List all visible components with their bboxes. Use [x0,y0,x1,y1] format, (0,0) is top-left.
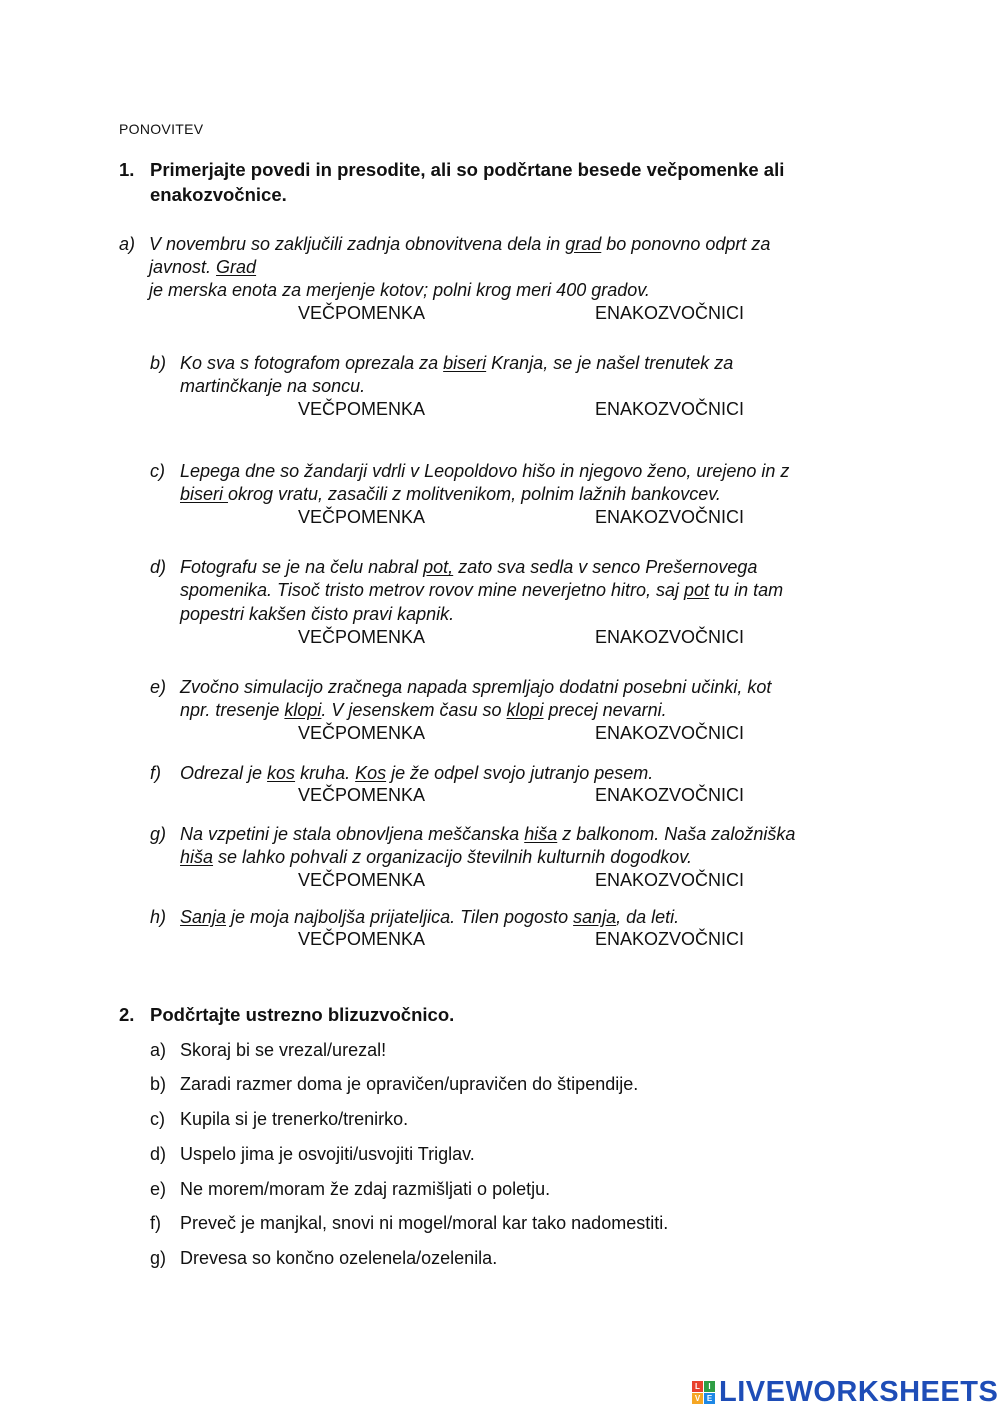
option-vecpomenka[interactable]: VEČPOMENKA [298,627,426,647]
option-enakozvocnici[interactable]: ENAKOZVOČNICI [595,723,745,743]
sentence-line: hiša se lahko pohvali z organizacijo številnih kulturnih dogodkov. [180,847,692,867]
item-text[interactable]: Zaradi razmer doma je opravičen/upravičen do štipendije. [180,1074,639,1094]
option-enakozvocnici[interactable]: ENAKOZVOČNICI [595,785,745,805]
worksheet-header: PONOVITEV [119,121,204,137]
item-label: g) [150,1248,167,1268]
underlined-word: Grad [216,257,257,277]
item-label: a) [150,1040,167,1060]
underlined-word: Sanja [180,907,227,927]
item-label: g) [150,824,167,844]
underlined-word: pot [684,580,710,600]
underlined-word: hiša [180,847,214,867]
sentence-line: Odrezal je kos kruha. Kos je že odpel svojo jutranjo pesem. [180,763,654,783]
item-label: e) [150,677,167,697]
option-vecpomenka[interactable]: VEČPOMENKA [298,723,426,743]
sentence-line: Lepega dne so žandarji vdrli v Leopoldovo hišo in njegovo ženo, urejeno in z [180,461,790,481]
logo-cell: I [704,1381,715,1392]
option-vecpomenka[interactable]: VEČPOMENKA [298,399,426,419]
question-title: Podčrtajte ustrezno blizuzvočnico. [150,1004,455,1025]
item-label: b) [150,1074,167,1094]
underlined-word: grad [565,234,602,254]
item-label: c) [150,461,165,481]
question-title: Primerjajte povedi in presodite, ali so podčrtane besede večpomenke ali [150,159,785,180]
underlined-word: biseri [180,484,229,504]
item-label: f) [150,1213,161,1233]
logo-cell: E [704,1393,715,1404]
sentence-line: npr. tresenje klopi. V jesenskem času so klopi precej nevarni. [180,700,667,720]
sentence-line: Na vzpetini je stala obnovljena meščanska hiša z balkonom. Naša založniška [180,824,796,844]
option-vecpomenka[interactable]: VEČPOMENKA [298,929,426,949]
sentence-line: Fotografu se je na čelu nabral pot, zato sva sedla v senco Prešernovega [180,557,758,577]
item-label: c) [150,1109,165,1129]
item-label: h) [150,907,167,927]
sentence-line: V novembru so zaključili zadnja obnovitvena dela in grad bo ponovno odprt za [149,234,771,254]
option-enakozvocnici[interactable]: ENAKOZVOČNICI [595,627,745,647]
underlined-word: sanja [573,907,617,927]
item-label: d) [150,1144,167,1164]
option-enakozvocnici[interactable]: ENAKOZVOČNICI [595,929,745,949]
sentence-line: Sanja je moja najboljša prijateljica. Tilen pogosto sanja, da leti. [180,907,680,927]
sentence-line: spomenika. Tisoč tristo metrov rovov mine neverjetno hitro, saj pot tu in tam [180,580,784,600]
sentence-line: Zvočno simulacijo zračnega napada spremljajo dodatni posebni učinki, kot [180,677,772,697]
item-label: d) [150,557,167,577]
underlined-word: klopi [284,700,322,720]
question-title-cont: enakozvočnice. [150,184,287,205]
underlined-word: pot, [423,557,454,577]
option-enakozvocnici[interactable]: ENAKOZVOČNICI [595,870,745,890]
sentence-line: Ko sva s fotografom oprezala za biseri Kranja, se je našel trenutek za [180,353,734,373]
liveworksheets-logo [692,1372,998,1412]
item-label: a) [119,234,136,254]
logo-cell: V [692,1393,703,1404]
item-label: f) [150,763,161,783]
sentence-line: je merska enota za merjenje kotov; polni krog meri 400 gradov. [149,280,650,300]
option-enakozvocnici[interactable]: ENAKOZVOČNICI [595,507,745,527]
item-label: e) [150,1179,167,1199]
option-vecpomenka[interactable]: VEČPOMENKA [298,303,426,323]
option-enakozvocnici[interactable]: ENAKOZVOČNICI [595,303,745,323]
item-label: b) [150,353,167,373]
underlined-word: biseri [443,353,487,373]
underlined-word: kos [267,763,296,783]
question-number: 2. [119,1004,135,1025]
underlined-word: Kos [355,763,387,783]
question-number: 1. [119,159,135,180]
logo-grid-icon [692,1381,715,1404]
option-vecpomenka[interactable]: VEČPOMENKA [298,870,426,890]
item-text[interactable]: Drevesa so končno ozelenela/ozelenila. [180,1248,498,1268]
item-text[interactable]: Skoraj bi se vrezal/urezal! [180,1040,387,1060]
logo-wordmark: LIVEWORKSHEETS [719,1375,999,1408]
option-enakozvocnici[interactable]: ENAKOZVOČNICI [595,399,745,419]
sentence-line: martinčkanje na soncu. [180,376,366,396]
option-vecpomenka[interactable]: VEČPOMENKA [298,785,426,805]
sentence-line: popestri kakšen čisto pravi kapnik. [180,604,455,624]
item-text[interactable]: Kupila si je trenerko/trenirko. [180,1109,409,1129]
sentence-line: biseri okrog vratu, zasačili z molitvenikom, polnim lažnih bankovcev. [180,484,721,504]
sentence-line: javnost. Grad [149,257,257,277]
logo-cell: L [692,1381,703,1392]
item-text[interactable]: Preveč je manjkal, snovi ni mogel/moral kar tako nadomestiti. [180,1213,669,1233]
underlined-word: hiša [524,824,558,844]
option-vecpomenka[interactable]: VEČPOMENKA [298,507,426,527]
underlined-word: klopi [506,700,544,720]
item-text[interactable]: Uspelo jima je osvojiti/usvojiti Triglav. [180,1144,475,1164]
item-text[interactable]: Ne morem/moram že zdaj razmišljati o poletju. [180,1179,551,1199]
